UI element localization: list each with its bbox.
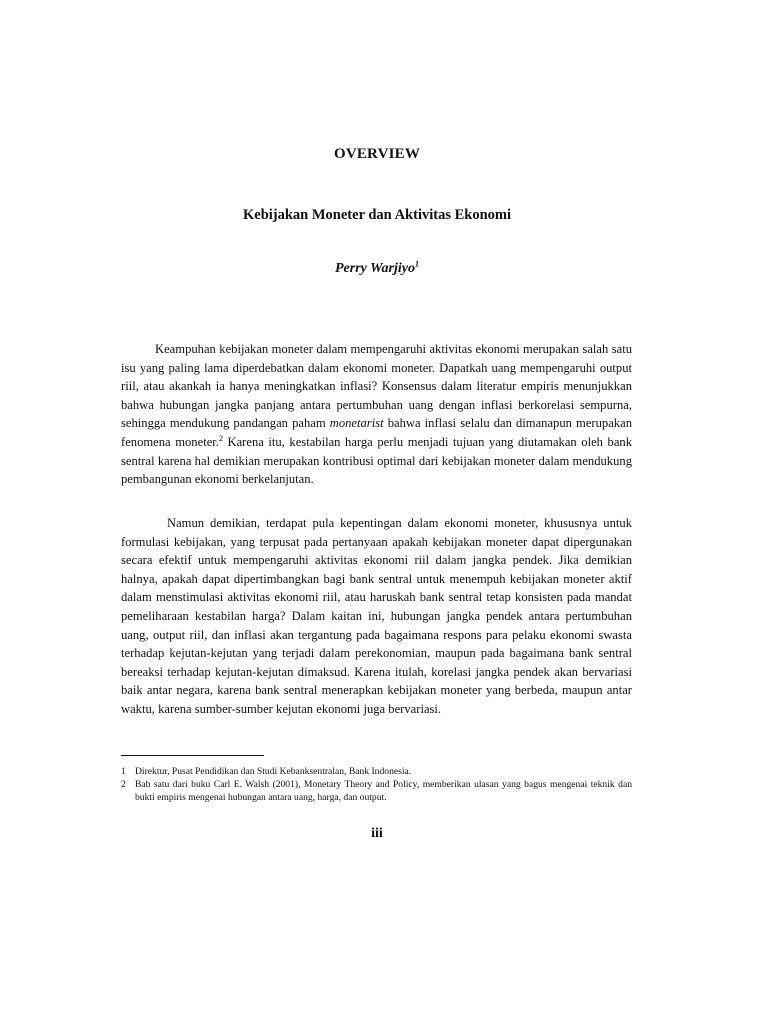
author-line: [0, 261, 754, 277]
page-number: iii: [371, 826, 383, 841]
document-subtitle: Kebijakan Moneter dan Aktivitas Ekonomi: [242, 207, 512, 223]
footnotes: [121, 765, 632, 804]
author-footnote-mark[interactable]: 1: [414, 259, 419, 269]
paragraph-1: [121, 340, 632, 489]
footnote-2-number: 2: [121, 779, 126, 790]
footnote-divider: [121, 755, 264, 756]
document-title: OVERVIEW: [333, 146, 421, 162]
paragraph-2: Namun demikian, terdapat pula kepentingan dalam ekonomi moneter, khususnya untuk formulasi kebijakan, yang terpusat pada pertanyaan apakah kebijakan moneter dapat dipergunakan secara efektif untuk mempengaruhi aktivitas ekonomi riil dalam jangka pendek. Jika demikian halnya, apakah dapat dipertimbangkan bagi bank sentral untuk menempuh kebijakan moneter aktif dalam menstimulasi aktivitas ekonomi riil, atau haruskah bank sentral tetap konsisten pada mandat pemeliharaan kestabilan harga? Dalam kaitan ini, hubungan jangka pendek antara pertumbuhan uang, output riil, dan inflasi akan tergantung pada bagaimana respons para pelaku ekonomi swasta terhadap kejutan-kejutan yang terjadi dalam perekonomian, maupun pada bagaimana bank sentral bereaksi terhadap kejutan-kejutan dimaksud. Karena itulah, korelasi jangka pendek akan bervariasi baik antar negara, karena bank sentral menerapkan kebijakan moneter yang berbeda, maupun antar waktu, karena sumber-sumber kejutan ekonomi juga bervariasi.: [121, 516, 632, 716]
footnote-1-text: Direktur, Pusat Pendidikan dan Studi Kebanksentralan, Bank Indonesia.: [135, 766, 412, 777]
paragraph-1-text-b: bahwa inflasi selalu dan dimanapun merupakan fenomena moneter.: [121, 416, 632, 449]
paragraph-1-footnote-mark[interactable]: 2: [218, 433, 223, 443]
footnote-1: [121, 765, 632, 778]
paragraph-1-text-a: Keampuhan kebijakan moneter dalam mempengaruhi aktivitas ekonomi merupakan salah satu isu yang paling lama diperdebatkan dalam ekonomi moneter. Dapatkah uang mempengaruhi output riil, atau akankah ia hanya meningkatkan inflasi? Konsensus dalam literatur empiris menunjukkan bahwa hubungan jangka panjang antara pertumbuhan uang dengan inflasi berkorelasi sempurna, sehingga mendukung pandangan paham: [121, 342, 632, 431]
footnote-2-text: Bab satu dari buku Carl E. Walsh (2001), Monetary Theory and Policy, memberikan ulasan yang bagus mengenai teknik dan bukti empiris mengenai hubungan antara uang, harga, dan output.: [135, 779, 632, 803]
paragraph-1-italic-term: monetarist: [329, 416, 384, 431]
paragraph-1-text-c: Karena itu, kestabilan harga perlu menjadi tujuan yang diutamakan oleh bank sentral karena hal demikian merupakan kontribusi optimal dari kebijakan moneter dalam mendukung pembangunan ekonomi berkelanjutan.: [121, 434, 633, 487]
footnote-1-number: 1: [121, 766, 126, 777]
author-name: Perry Warjiyo: [335, 261, 415, 276]
footnote-2: [121, 778, 632, 804]
